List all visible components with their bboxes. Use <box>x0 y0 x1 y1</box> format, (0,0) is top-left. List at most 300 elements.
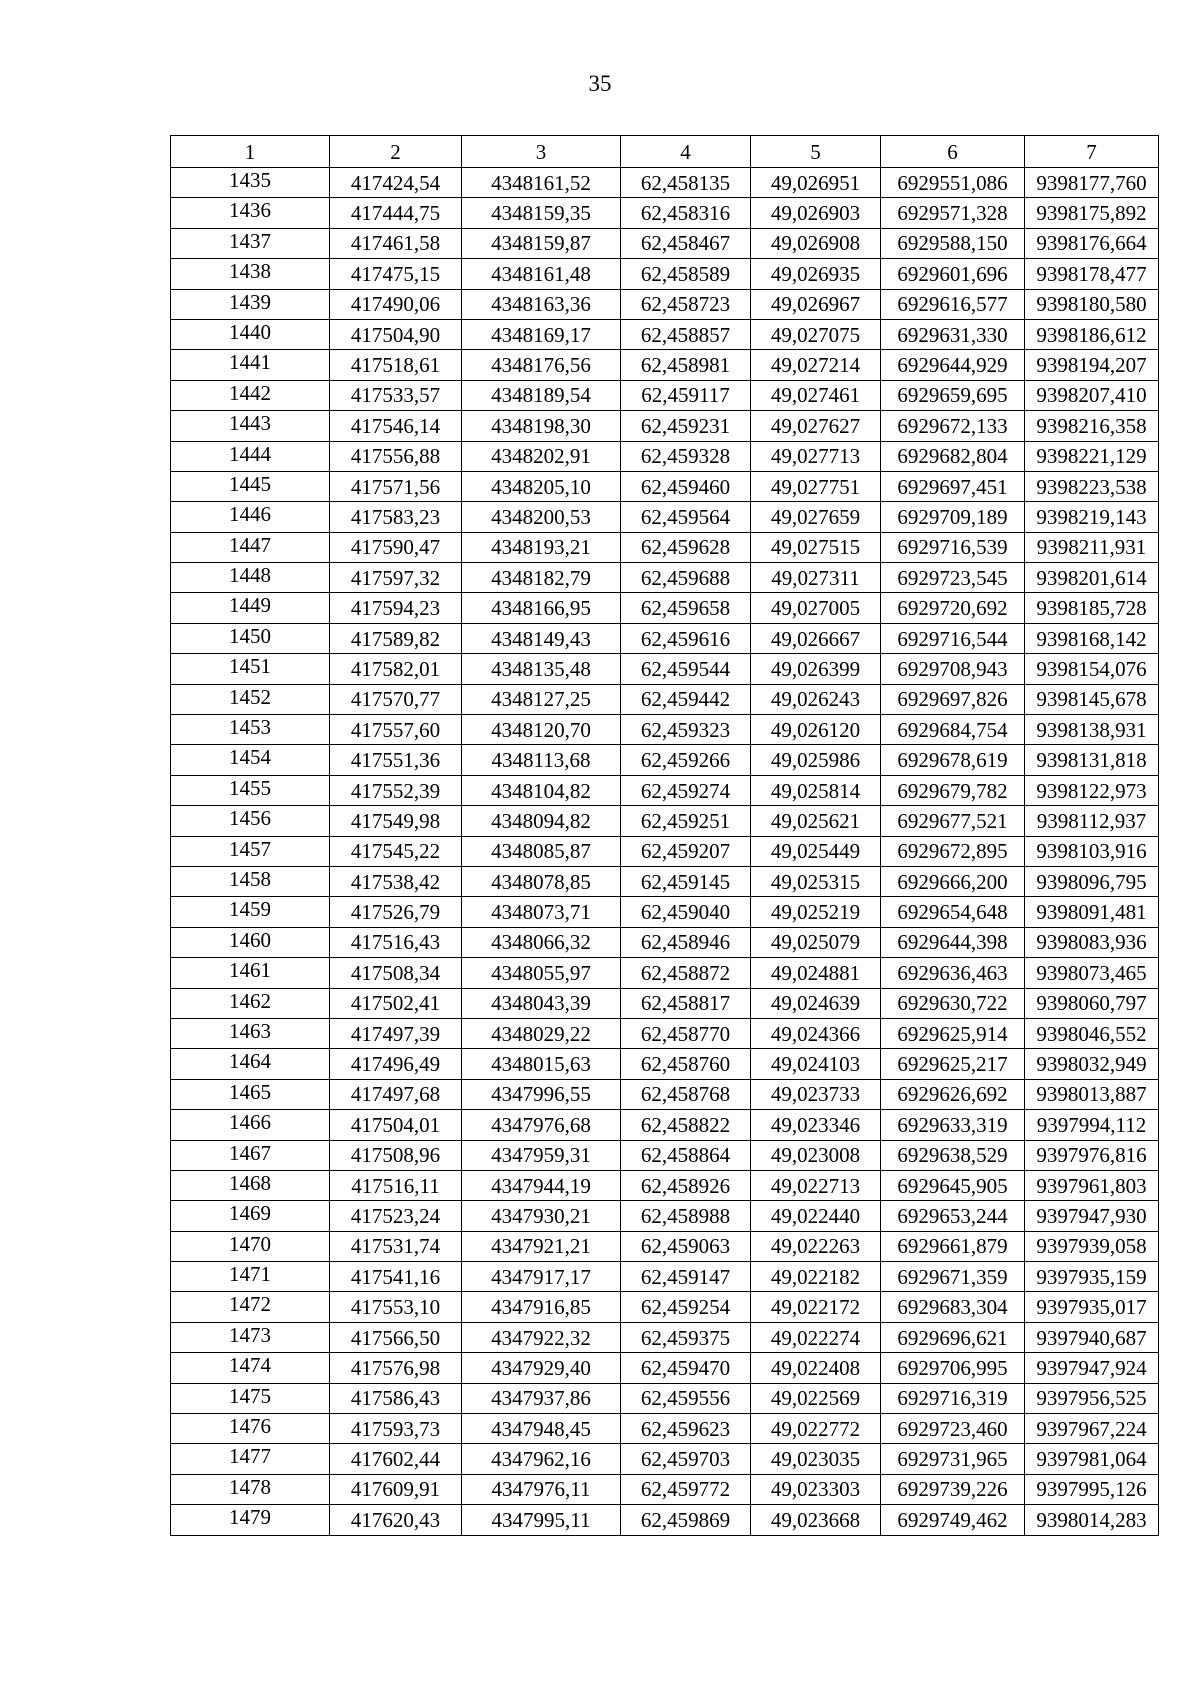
table-row <box>171 745 1159 775</box>
table-cell: 62,459658 <box>621 593 751 623</box>
table-cell: 6929633,319 <box>881 1110 1025 1140</box>
table-cell: 4348161,52 <box>462 168 621 198</box>
table-cell: 1466 <box>171 1110 330 1140</box>
table-cell: 417508,34 <box>330 958 462 988</box>
table-cell: 9398211,931 <box>1025 532 1159 562</box>
table-cell: 49,027005 <box>751 593 881 623</box>
table-cell: 6929679,782 <box>881 775 1025 805</box>
table-cell: 6929588,150 <box>881 228 1025 258</box>
table-cell: 417590,47 <box>330 532 462 562</box>
table-cell: 417475,15 <box>330 259 462 289</box>
table-cell: 62,458316 <box>621 198 751 228</box>
table-cell: 6929626,692 <box>881 1079 1025 1109</box>
table-cell: 1475 <box>171 1383 330 1413</box>
table-cell: 417571,56 <box>330 471 462 501</box>
table-cell: 417594,23 <box>330 593 462 623</box>
table-cell: 417566,50 <box>330 1322 462 1352</box>
table-row <box>171 1262 1159 1292</box>
table-cell: 62,459251 <box>621 806 751 836</box>
table-cell: 6929659,695 <box>881 380 1025 410</box>
table-cell: 62,458872 <box>621 958 751 988</box>
header-cell: 3 <box>462 136 621 168</box>
table-cell: 417526,79 <box>330 897 462 927</box>
table-cell: 62,459623 <box>621 1414 751 1444</box>
table-cell: 4348015,63 <box>462 1049 621 1079</box>
table-cell: 6929625,914 <box>881 1018 1025 1048</box>
table-cell: 6929716,544 <box>881 623 1025 653</box>
table-cell: 417504,90 <box>330 319 462 349</box>
table-row <box>171 502 1159 532</box>
table-cell: 9398131,818 <box>1025 745 1159 775</box>
header-cell: 1 <box>171 136 330 168</box>
table-cell: 1477 <box>171 1444 330 1474</box>
table-cell: 4348202,91 <box>462 441 621 471</box>
table-cell: 417533,57 <box>330 380 462 410</box>
table-cell: 4347976,11 <box>462 1474 621 1504</box>
table-cell: 6929672,133 <box>881 411 1025 441</box>
table-cell: 6929638,529 <box>881 1140 1025 1170</box>
table-body <box>171 168 1159 1536</box>
table-cell: 417508,96 <box>330 1140 462 1170</box>
table-row <box>171 563 1159 593</box>
table-cell: 4348159,87 <box>462 228 621 258</box>
table-cell: 1436 <box>171 198 330 228</box>
table-cell: 1476 <box>171 1414 330 1444</box>
table-cell: 6929672,895 <box>881 836 1025 866</box>
table-cell: 9398145,678 <box>1025 684 1159 714</box>
table-row <box>171 1049 1159 1079</box>
table-cell: 6929723,460 <box>881 1414 1025 1444</box>
table-cell: 417444,75 <box>330 198 462 228</box>
table-row <box>171 168 1159 198</box>
table-cell: 1447 <box>171 532 330 562</box>
table-row <box>171 1383 1159 1413</box>
table-cell: 4348159,35 <box>462 198 621 228</box>
table-row <box>171 471 1159 501</box>
table-cell: 49,022440 <box>751 1201 881 1231</box>
table-cell: 9397947,924 <box>1025 1353 1159 1383</box>
table-cell: 49,026908 <box>751 228 881 258</box>
table-cell: 6929708,943 <box>881 654 1025 684</box>
table-cell: 62,458864 <box>621 1140 751 1170</box>
table-row <box>171 836 1159 866</box>
table-cell: 49,026243 <box>751 684 881 714</box>
table-row <box>171 319 1159 349</box>
table-cell: 417583,23 <box>330 502 462 532</box>
table-cell: 1444 <box>171 441 330 471</box>
table-cell: 62,458723 <box>621 289 751 319</box>
table-cell: 4347948,45 <box>462 1414 621 1444</box>
table-cell: 1472 <box>171 1292 330 1322</box>
table-cell: 1459 <box>171 897 330 927</box>
table-cell: 417556,88 <box>330 441 462 471</box>
table-cell: 9398186,612 <box>1025 319 1159 349</box>
table-cell: 6929601,696 <box>881 259 1025 289</box>
table-cell: 4348198,30 <box>462 411 621 441</box>
table-row <box>171 350 1159 380</box>
table-cell: 4348066,32 <box>462 927 621 957</box>
table-cell: 62,459544 <box>621 654 751 684</box>
table-cell: 49,023303 <box>751 1474 881 1504</box>
table-cell: 6929551,086 <box>881 168 1025 198</box>
table-cell: 9397939,058 <box>1025 1231 1159 1261</box>
table-cell: 62,459460 <box>621 471 751 501</box>
table-row <box>171 1505 1159 1535</box>
table-cell: 62,458981 <box>621 350 751 380</box>
table-cell: 49,027461 <box>751 380 881 410</box>
table-cell: 1440 <box>171 319 330 349</box>
page-number: 35 <box>588 71 612 96</box>
table-cell: 49,027214 <box>751 350 881 380</box>
table-cell: 9398154,076 <box>1025 654 1159 684</box>
table-cell: 6929697,826 <box>881 684 1025 714</box>
table-cell: 1470 <box>171 1231 330 1261</box>
table-row <box>171 441 1159 471</box>
table-cell: 4347916,85 <box>462 1292 621 1322</box>
table-cell: 62,459470 <box>621 1353 751 1383</box>
table-cell: 9397994,112 <box>1025 1110 1159 1140</box>
table-cell: 4348073,71 <box>462 897 621 927</box>
table-cell: 1471 <box>171 1262 330 1292</box>
table-cell: 4347944,19 <box>462 1170 621 1200</box>
table-cell: 62,459231 <box>621 411 751 441</box>
table-cell: 9398122,973 <box>1025 775 1159 805</box>
table-cell: 62,458589 <box>621 259 751 289</box>
table-cell: 9398060,797 <box>1025 988 1159 1018</box>
table-cell: 9397935,017 <box>1025 1292 1159 1322</box>
table-cell: 6929696,621 <box>881 1322 1025 1352</box>
table-cell: 9398176,664 <box>1025 228 1159 258</box>
table-cell: 49,027751 <box>751 471 881 501</box>
table-cell: 49,022263 <box>751 1231 881 1261</box>
table-row <box>171 775 1159 805</box>
table-cell: 1439 <box>171 289 330 319</box>
table-cell: 417551,36 <box>330 745 462 775</box>
table-cell: 49,024103 <box>751 1049 881 1079</box>
table-cell: 417518,61 <box>330 350 462 380</box>
header-cell: 6 <box>881 136 1025 168</box>
table-cell: 49,026967 <box>751 289 881 319</box>
table-cell: 1462 <box>171 988 330 1018</box>
table-cell: 4348205,10 <box>462 471 621 501</box>
table-cell: 4348182,79 <box>462 563 621 593</box>
table-cell: 1479 <box>171 1505 330 1535</box>
table-cell: 6929644,929 <box>881 350 1025 380</box>
table-cell: 417576,98 <box>330 1353 462 1383</box>
table-cell: 4347922,32 <box>462 1322 621 1352</box>
table-cell: 9398073,465 <box>1025 958 1159 988</box>
table-cell: 6929684,754 <box>881 715 1025 745</box>
table-cell: 417497,68 <box>330 1079 462 1109</box>
table-cell: 49,026667 <box>751 623 881 653</box>
table-cell: 49,022713 <box>751 1170 881 1200</box>
table-cell: 417502,41 <box>330 988 462 1018</box>
table-cell: 417545,22 <box>330 836 462 866</box>
table-cell: 417597,32 <box>330 563 462 593</box>
table-row <box>171 1110 1159 1140</box>
table-cell: 417490,06 <box>330 289 462 319</box>
table-cell: 49,022172 <box>751 1292 881 1322</box>
table-cell: 417557,60 <box>330 715 462 745</box>
table-cell: 6929749,462 <box>881 1505 1025 1535</box>
table-cell: 9397967,224 <box>1025 1414 1159 1444</box>
table-cell: 49,027659 <box>751 502 881 532</box>
table-cell: 9398207,410 <box>1025 380 1159 410</box>
table-cell: 62,459266 <box>621 745 751 775</box>
table-cell: 9398138,931 <box>1025 715 1159 745</box>
table-cell: 1438 <box>171 259 330 289</box>
table-cell: 49,023733 <box>751 1079 881 1109</box>
table-cell: 4347917,17 <box>462 1262 621 1292</box>
table-cell: 4348169,17 <box>462 319 621 349</box>
table-cell: 49,025315 <box>751 866 881 896</box>
table-cell: 9397940,687 <box>1025 1322 1159 1352</box>
table-cell: 417496,49 <box>330 1049 462 1079</box>
table-cell: 62,459772 <box>621 1474 751 1504</box>
table-cell: 49,025621 <box>751 806 881 836</box>
table-cell: 9398223,538 <box>1025 471 1159 501</box>
table-cell: 6929645,905 <box>881 1170 1025 1200</box>
table-cell: 4348055,97 <box>462 958 621 988</box>
table-cell: 49,026903 <box>751 198 881 228</box>
table-cell: 6929709,189 <box>881 502 1025 532</box>
table-row <box>171 198 1159 228</box>
table-cell: 417552,39 <box>330 775 462 805</box>
table-cell: 4348085,87 <box>462 836 621 866</box>
table-cell: 6929625,217 <box>881 1049 1025 1079</box>
table-cell: 6929677,521 <box>881 806 1025 836</box>
table-cell: 62,458946 <box>621 927 751 957</box>
table-cell: 417424,54 <box>330 168 462 198</box>
table-cell: 1474 <box>171 1353 330 1383</box>
table-cell: 6929661,879 <box>881 1231 1025 1261</box>
table-cell: 9397961,803 <box>1025 1170 1159 1200</box>
table-cell: 9397935,159 <box>1025 1262 1159 1292</box>
table-cell: 6929716,539 <box>881 532 1025 562</box>
table-cell: 62,458926 <box>621 1170 751 1200</box>
table-cell: 62,459688 <box>621 563 751 593</box>
table-cell: 4347921,21 <box>462 1231 621 1261</box>
table-cell: 1468 <box>171 1170 330 1200</box>
table-row <box>171 715 1159 745</box>
table-cell: 1461 <box>171 958 330 988</box>
table-cell: 9398177,760 <box>1025 168 1159 198</box>
table-cell: 1454 <box>171 745 330 775</box>
table-row <box>171 988 1159 1018</box>
table-cell: 6929630,722 <box>881 988 1025 1018</box>
table-cell: 49,025986 <box>751 745 881 775</box>
table-cell: 1455 <box>171 775 330 805</box>
table-cell: 4348043,39 <box>462 988 621 1018</box>
table-cell: 49,027627 <box>751 411 881 441</box>
table-row <box>171 289 1159 319</box>
table-cell: 417516,11 <box>330 1170 462 1200</box>
table-cell: 62,459564 <box>621 502 751 532</box>
table-cell: 6929571,328 <box>881 198 1025 228</box>
table-cell: 9398091,481 <box>1025 897 1159 927</box>
table-cell: 9398096,795 <box>1025 866 1159 896</box>
table-row <box>171 593 1159 623</box>
table-cell: 62,459616 <box>621 623 751 653</box>
table-cell: 62,458988 <box>621 1201 751 1231</box>
table-cell: 6929716,319 <box>881 1383 1025 1413</box>
table-cell: 4348189,54 <box>462 380 621 410</box>
table-row <box>171 1231 1159 1261</box>
table-cell: 1457 <box>171 836 330 866</box>
table-cell: 417609,91 <box>330 1474 462 1504</box>
table-cell: 1463 <box>171 1018 330 1048</box>
table-cell: 49,022182 <box>751 1262 881 1292</box>
table-cell: 49,023035 <box>751 1444 881 1474</box>
table-cell: 6929616,577 <box>881 289 1025 319</box>
table-cell: 1443 <box>171 411 330 441</box>
table-cell: 4348193,21 <box>462 532 621 562</box>
table-cell: 6929731,965 <box>881 1444 1025 1474</box>
table-cell: 62,458768 <box>621 1079 751 1109</box>
table-cell: 62,459323 <box>621 715 751 745</box>
table-row <box>171 684 1159 714</box>
table-row <box>171 623 1159 653</box>
table-cell: 6929631,330 <box>881 319 1025 349</box>
table-cell: 4348094,82 <box>462 806 621 836</box>
table-cell: 417546,14 <box>330 411 462 441</box>
table-cell: 62,458857 <box>621 319 751 349</box>
table-cell: 4347937,86 <box>462 1383 621 1413</box>
table-cell: 417531,74 <box>330 1231 462 1261</box>
table-cell: 4347976,68 <box>462 1110 621 1140</box>
table-row <box>171 1201 1159 1231</box>
table-row <box>171 958 1159 988</box>
table-cell: 6929697,451 <box>881 471 1025 501</box>
table-row <box>171 411 1159 441</box>
table-cell: 49,022569 <box>751 1383 881 1413</box>
table-cell: 6929666,200 <box>881 866 1025 896</box>
table-cell: 417538,42 <box>330 866 462 896</box>
table-cell: 49,026120 <box>751 715 881 745</box>
table-row <box>171 927 1159 957</box>
table-cell: 62,459063 <box>621 1231 751 1261</box>
table-cell: 417516,43 <box>330 927 462 957</box>
table-cell: 4348149,43 <box>462 623 621 653</box>
table-cell: 1465 <box>171 1079 330 1109</box>
table-cell: 417570,77 <box>330 684 462 714</box>
table-cell: 4348113,68 <box>462 745 621 775</box>
table-row <box>171 380 1159 410</box>
table-cell: 62,459147 <box>621 1262 751 1292</box>
table-cell: 417497,39 <box>330 1018 462 1048</box>
table-cell: 62,458467 <box>621 228 751 258</box>
table-cell: 49,026399 <box>751 654 881 684</box>
table-cell: 9398221,129 <box>1025 441 1159 471</box>
table-cell: 49,025219 <box>751 897 881 927</box>
table-cell: 1448 <box>171 563 330 593</box>
table-row <box>171 1322 1159 1352</box>
table-cell: 49,023346 <box>751 1110 881 1140</box>
table-cell: 62,459117 <box>621 380 751 410</box>
table-cell: 49,024881 <box>751 958 881 988</box>
table-cell: 4347962,16 <box>462 1444 621 1474</box>
table-row <box>171 259 1159 289</box>
table-row <box>171 1170 1159 1200</box>
table-row <box>171 228 1159 258</box>
table-cell: 62,459145 <box>621 866 751 896</box>
table-cell: 62,458822 <box>621 1110 751 1140</box>
table-cell: 4348166,95 <box>462 593 621 623</box>
table-cell: 417602,44 <box>330 1444 462 1474</box>
table-cell: 62,459375 <box>621 1322 751 1352</box>
table-cell: 417586,43 <box>330 1383 462 1413</box>
table-cell: 9398219,143 <box>1025 502 1159 532</box>
table-cell: 1451 <box>171 654 330 684</box>
table-cell: 6929706,995 <box>881 1353 1025 1383</box>
table-cell: 62,459442 <box>621 684 751 714</box>
table-row <box>171 1018 1159 1048</box>
table-cell: 6929678,619 <box>881 745 1025 775</box>
header-cell: 5 <box>751 136 881 168</box>
table-cell: 9398201,614 <box>1025 563 1159 593</box>
table-cell: 9398112,937 <box>1025 806 1159 836</box>
table-header <box>171 136 1159 168</box>
table-cell: 49,025814 <box>751 775 881 805</box>
table-cell: 9398046,552 <box>1025 1018 1159 1048</box>
table-cell: 1458 <box>171 866 330 896</box>
table-row <box>171 1474 1159 1504</box>
table-cell: 49,027311 <box>751 563 881 593</box>
table-cell: 1435 <box>171 168 330 198</box>
table-cell: 9398013,887 <box>1025 1079 1159 1109</box>
table-cell: 62,459040 <box>621 897 751 927</box>
table-cell: 6929654,648 <box>881 897 1025 927</box>
table-cell: 4348127,25 <box>462 684 621 714</box>
table-cell: 62,459869 <box>621 1505 751 1535</box>
table-cell: 4348078,85 <box>462 866 621 896</box>
table-cell: 49,023668 <box>751 1505 881 1535</box>
table-cell: 4347929,40 <box>462 1353 621 1383</box>
table-cell: 417523,24 <box>330 1201 462 1231</box>
table-cell: 6929682,804 <box>881 441 1025 471</box>
table-cell: 49,027075 <box>751 319 881 349</box>
table-cell: 9398185,728 <box>1025 593 1159 623</box>
table-row <box>171 1079 1159 1109</box>
table-cell: 49,022408 <box>751 1353 881 1383</box>
table-row <box>171 1353 1159 1383</box>
table-cell: 4348135,48 <box>462 654 621 684</box>
table-cell: 49,027713 <box>751 441 881 471</box>
table-row <box>171 654 1159 684</box>
table-cell: 9398103,916 <box>1025 836 1159 866</box>
table-cell: 1453 <box>171 715 330 745</box>
table-cell: 417593,73 <box>330 1414 462 1444</box>
table-cell: 6929636,463 <box>881 958 1025 988</box>
table-cell: 49,024639 <box>751 988 881 1018</box>
table-row <box>171 1444 1159 1474</box>
table-cell: 62,458760 <box>621 1049 751 1079</box>
table-cell: 62,459207 <box>621 836 751 866</box>
table-cell: 49,026935 <box>751 259 881 289</box>
table-cell: 1452 <box>171 684 330 714</box>
table-cell: 417582,01 <box>330 654 462 684</box>
table-row <box>171 1140 1159 1170</box>
table-cell: 9397981,064 <box>1025 1444 1159 1474</box>
header-cell: 2 <box>330 136 462 168</box>
table-row <box>171 897 1159 927</box>
table-cell: 9397947,930 <box>1025 1201 1159 1231</box>
table-cell: 1469 <box>171 1201 330 1231</box>
table-cell: 6929653,244 <box>881 1201 1025 1231</box>
table-cell: 62,458135 <box>621 168 751 198</box>
table-row <box>171 532 1159 562</box>
table-row <box>171 1414 1159 1444</box>
